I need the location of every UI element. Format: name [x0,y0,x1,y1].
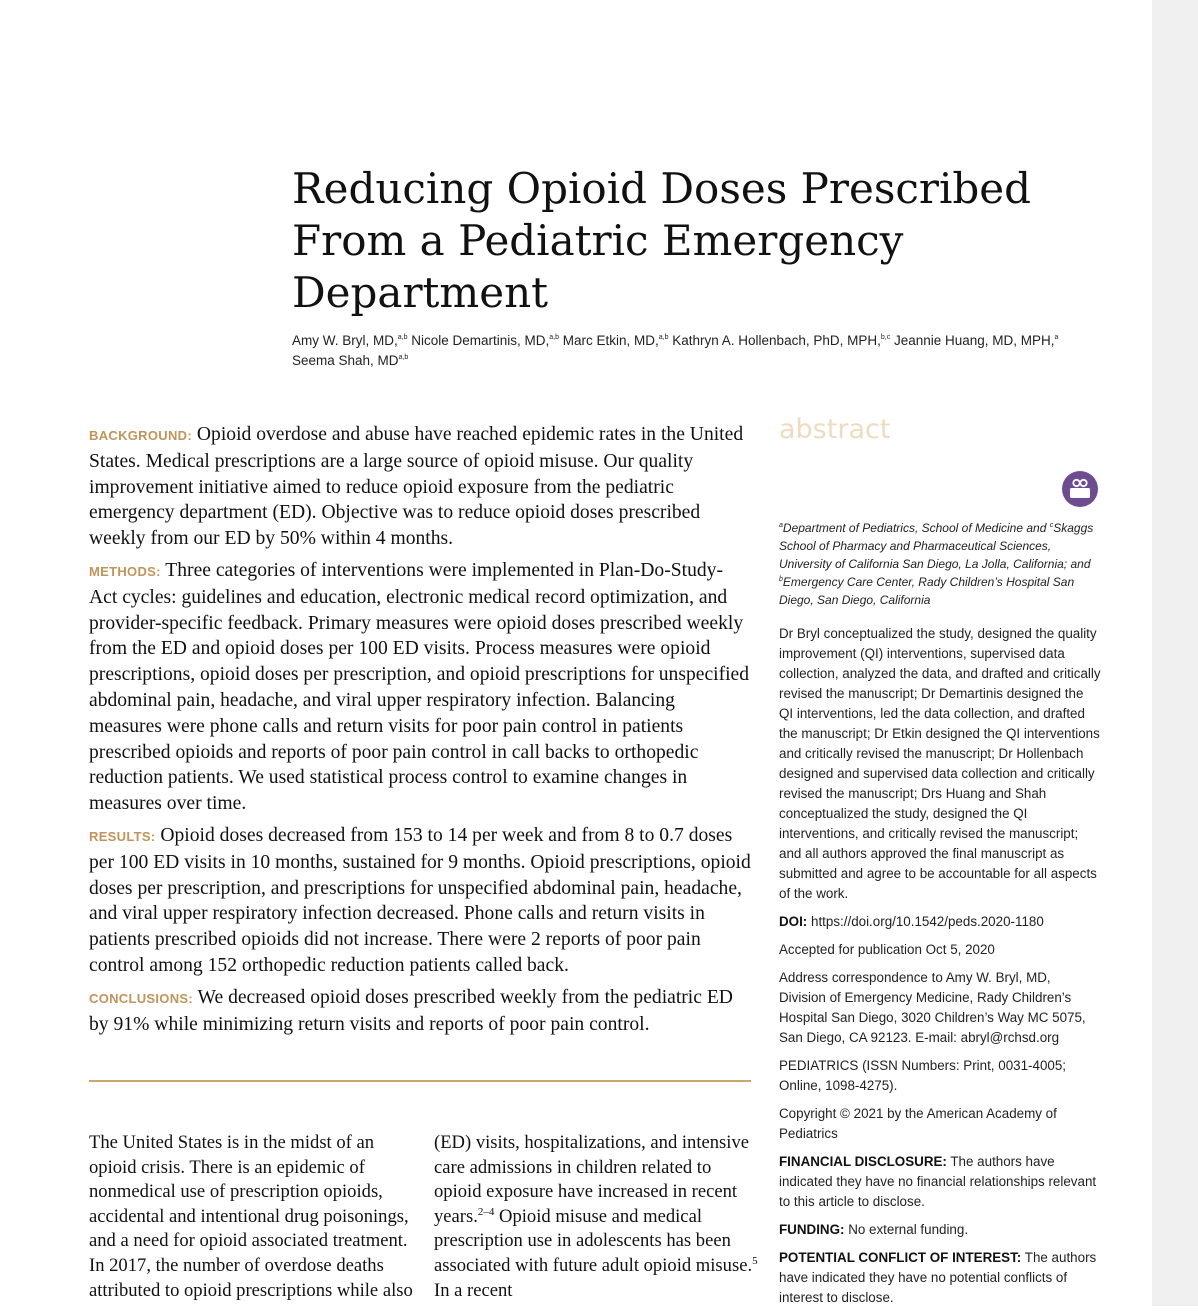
results-text: Opioid doses decreased from 153 to 14 per week and from 8 to 0.7 doses per 100 ED visits in 10 months, sustained for 9 months. Opioid prescriptions, opioid doses per prescription, and prescriptions for unspecified abdominal pain, headache, and viral upper respiratory infection decreased. Phone calls and return visits in patients prescribed opioids did not increase. There were 2 reports of poor pain control among 152 orthopedic reduction patients called back. [89,824,751,976]
page-margin-strip [1152,0,1198,1306]
conclusions-label: CONCLUSIONS: [89,990,193,1006]
abstract-heading: abstract [779,414,891,445]
author-affiliation-sup: b,c [880,334,891,341]
doi [779,912,1101,932]
reference-link[interactable]: 2–4 [477,1205,495,1218]
author-name: Jeannie Huang, MD, MPH, [890,333,1055,348]
author-affiliation-sup: a,b [398,354,409,361]
abstract-results [89,823,751,979]
funding [779,1220,1101,1240]
doi-label: DOI: [779,914,808,929]
copyright: Copyright © 2021 by the American Academy of Pediatrics [779,1106,1057,1141]
author-line-2 [292,351,1107,371]
doi-link[interactable]: https://doi.org/10.1542/peds.2020-1180 [811,914,1044,929]
affiliation-marker: b [779,576,783,583]
body-text: Opioid misuse and medical prescription use in adolescents has been associated with future adult opioid misuse. [434,1205,753,1276]
accepted-date: Accepted for publication Oct 5, 2020 [779,942,995,957]
article-title: Reducing Opioid Doses Prescribed From a Pediatric Emergency Department [292,164,1032,317]
affiliation-text: Skaggs School of Pharmacy and Pharmaceutical Sciences, University of California San Diego, La Jolla, California; and [779,521,1094,571]
background-label: BACKGROUND: [89,428,192,443]
author-affiliation-sup: a,b [397,334,408,341]
correspondence: Address correspondence to Amy W. Bryl, MD, Division of Emergency Medicine, Rady Children’s Hospital San Diego, 3020 Children’s Way MC 5075, San Diego, CA 92123. E-mail: abryl@rchsd.org [779,970,1086,1045]
author-list [292,331,1107,371]
issn: PEDIATRICS (ISSN Numbers: Print, 0031-4005; Online, 1098-4275). [779,1058,1067,1093]
author-line-1 [292,331,1107,351]
video-camera-icon [1068,478,1092,500]
funding-text: No external funding. [848,1222,969,1237]
body-text: In a recent [434,1279,513,1301]
abstract-conclusions [89,985,751,1038]
author-contributions: Dr Bryl conceptualized the study, designed the quality improvement (QI) interventions, supervised data collection, analyzed the data, and drafted and critically revised the manuscript; Dr Demartinis designed the QI interventions, led the data collection, and drafted the manuscript; Dr Etkin designed the QI interventions and critically revised the manuscript; Dr Hollenbach designed and supervised data collection and critically revised the manuscript; Drs Huang and Shah conceptualized the study, designed the QI interventions, and critically revised the manuscript; and all authors approved the final manuscript as submitted and agree to be accountable for all aspects of the work. [779,626,1101,901]
author-affiliation-sup: a [1054,334,1059,341]
video-abstract-icon[interactable] [1062,471,1098,507]
financial-label: FINANCIAL DISCLOSURE: [779,1154,947,1169]
financial-disclosure [779,1152,1101,1212]
abstract-methods [89,558,751,817]
author-name: Marc Etkin, MD, [559,333,659,348]
body-column-2 [434,1131,759,1303]
affiliation-text: Department of Pediatrics, School of Medicine and [782,521,1050,535]
reference-link[interactable]: 5 [752,1254,758,1267]
author-name: Seema Shah, MD [292,353,399,368]
author-name: Kathryn A. Hollenbach, PhD, MPH, [668,333,881,348]
author-name: Amy W. Bryl, MD, [292,333,398,348]
conflict-of-interest [779,1248,1101,1308]
affiliation-marker: c [1049,522,1054,529]
abstract-background [89,422,751,552]
methods-label: METHODS: [89,563,161,579]
affiliations [779,519,1104,609]
affiliation-marker: a [779,522,783,529]
conflict-label: POTENTIAL CONFLICT OF INTEREST: [779,1250,1022,1265]
funding-label: FUNDING: [779,1222,845,1237]
conclusions-text: We decreased opioid doses prescribed weekly from the pediatric ED by 91% while minimizing return visits and reports of poor pain control. [89,986,733,1035]
methods-text: Three categories of interventions were implemented in Plan-Do-Study-Act cycles: guidelines and education, electronic medical record optimization, and provider-specific feedback. Primary measures were opioid doses prescribed weekly from the ED and opioid doses per 100 ED visits. Process measures were opioid prescriptions, opioid doses per prescription, and opioid prescriptions for unspecified abdominal pain, headache, and viral upper respiratory infection. Balancing measures were phone calls and return visits for poor pain control in patients prescribed opioids and reports of poor pain control in call backs to orthopedic reduction patients. We used statistical process control to examine changes in measures over time. [89,559,750,815]
structured-abstract [89,422,751,1043]
body-text: The United States is in the midst of an opioid crisis. There is an epidemic of nonmedical use of prescription opioids, accidental and intentional drug poisonings, and a need for opioid associated treatment. In 2017, the number of overdose deaths attributed to opioid prescriptions while also [89,1132,413,1301]
author-affiliation-sup: a,b [658,334,669,341]
conflict-text: The authors have indicated they have no potential conflicts of interest to disclose. [779,1250,1097,1305]
article-metadata [779,624,1101,1316]
body-column-1 [89,1131,414,1303]
background-text: Opioid overdose and abuse have reached epidemic rates in the United States. Medical prescriptions are a large source of opioid misuse. Our quality improvement initiative aimed to reduce opioid exposure from the pediatric emergency department (ED). Objective was to reduce opioid doses prescribed weekly from our ED by 50% within 4 months. [89,424,744,550]
results-label: RESULTS: [89,828,156,844]
author-name: Nicole Demartinis, MD, [407,333,550,348]
abstract-divider [89,1080,751,1082]
body-text: (ED) visits, hospitalizations, and intensive care admissions in children related to opioid exposure have increased in recent years. [434,1132,750,1227]
financial-text: The authors have indicated they have no financial relationships relevant to this article to disclose. [779,1154,1097,1209]
author-affiliation-sup: a,b [549,334,559,341]
affiliation-text: Emergency Care Center, Rady Children’s Hospital San Diego, San Diego, California [779,575,1075,607]
